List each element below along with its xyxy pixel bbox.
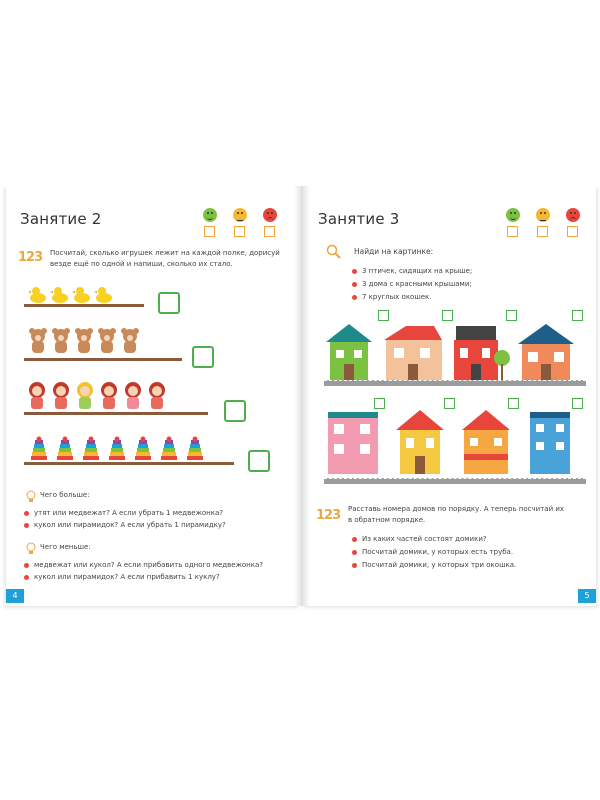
shelf-board [24,358,182,361]
house-number-box[interactable] [442,310,453,321]
page-number-left: 4 [6,589,24,603]
find-item: 3 птичек, сидящих на крыше; [352,266,472,276]
q2-item: кукол или пирамидок? А если прибавить 1 куклу? [24,572,220,582]
book-spine [294,186,310,606]
bear-toys [28,328,148,356]
self-check-box-bad[interactable] [567,226,578,237]
answer-box-bears[interactable] [192,346,214,368]
doll-toys [28,382,178,412]
find-item: 7 круглых окошек. [352,292,432,302]
smiley-green-icon [203,208,217,222]
self-check-box-ok[interactable] [234,226,245,237]
house-number-box[interactable] [572,310,583,321]
self-check-box-bad[interactable] [264,226,275,237]
magnifier-icon [326,244,342,260]
smiley-red-icon [263,208,277,222]
find-title: Найди на картинке: [354,247,434,256]
answer-box-ducks[interactable] [158,292,180,314]
smiley-yellow-icon [233,208,247,222]
shelf-board [24,304,144,307]
q2-item: медвежат или кукол? А если прибавить одного медвежонка? [24,560,263,570]
house-number-box[interactable] [506,310,517,321]
pyramid-toys [28,436,228,462]
numbers-icon: 123 [316,508,341,523]
book-spread [6,186,596,606]
task-item: Из каких частей состоят домики? [352,534,487,544]
smiley-yellow-icon [536,208,550,222]
task-item: Посчитай домики, у которых есть труба. [352,547,513,557]
self-check-box-ok[interactable] [537,226,548,237]
task-item: Посчитай домики, у которых три окошка. [352,560,516,570]
road [324,478,586,484]
left-intro-text: Посчитай, сколько игрушек лежит на каждой полке, дорисуй везде ещё по одной и напиши, сколько их стало. [50,249,280,268]
houses-row-2 [324,408,584,478]
lightbulb-icon [26,542,36,555]
right-page-title: Занятие 3 [318,210,400,228]
house-number-box[interactable] [378,310,389,321]
houses-row-1 [324,322,584,382]
numbers-icon: 123 [18,250,43,265]
q1-title: Чего больше: [40,491,90,499]
q1-item: утят или медвежат? А если убрать 1 медвежонка? [24,508,223,518]
right-task-text: Расставь номера домов по порядку. А теперь посчитай их в обратном порядке. [348,505,565,524]
q2-title: Чего меньше: [40,543,91,551]
self-check-box-good[interactable] [507,226,518,237]
left-page-title: Занятие 2 [20,210,102,228]
q1-item: кукол или пирамидок? А если убрать 1 пирамидку? [24,520,226,530]
right-page [302,186,596,606]
self-check-box-good[interactable] [204,226,215,237]
duck-toys [28,284,118,304]
shelf-board [24,462,234,465]
road [324,380,586,386]
find-item: 3 дома с красными крышами; [352,279,472,289]
answer-box-dolls[interactable] [224,400,246,422]
shelf-board [24,412,208,415]
page-number-right: 5 [578,589,596,603]
smiley-green-icon [506,208,520,222]
left-page [6,186,300,606]
lightbulb-icon [26,490,36,503]
answer-box-pyramids[interactable] [248,450,270,472]
smiley-red-icon [566,208,580,222]
